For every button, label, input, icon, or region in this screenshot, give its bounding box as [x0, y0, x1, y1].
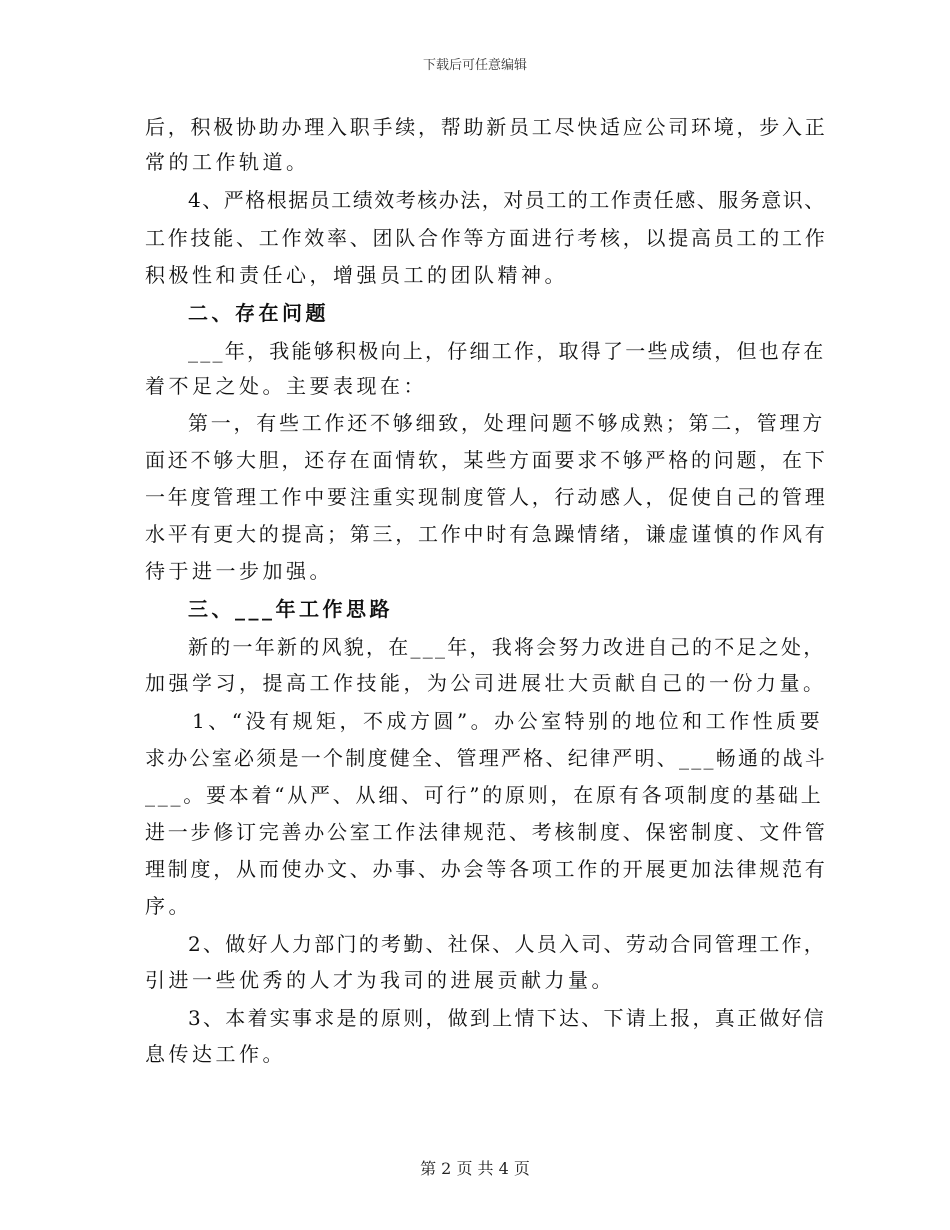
section-heading: 三、___年工作思路 — [188, 597, 393, 621]
body-line: 新的一年新的风貌，在___年，我将会努力改进自己的不足之处， — [188, 635, 826, 659]
body-line: 一年度管理工作中要注重实现制度管人，行动感人，促使自己的管理 — [145, 485, 828, 509]
body-line: 序。 — [145, 894, 192, 918]
body-line: 引进一些优秀的人才为我司的进展贡献力量。 — [145, 968, 615, 992]
body-line: 息传达工作。 — [145, 1042, 286, 1066]
body-line: 水平有更大的提高；第三，工作中时有急躁情绪，谦虚谨慎的作风有 — [145, 522, 828, 546]
body-line: 4、严格根据员工绩效考核办法，对员工的工作责任感、服务意识、 — [188, 188, 826, 212]
body-line: 后，积极协助办理入职手续，帮助新员工尽快适应公司环境，步入正 — [145, 115, 828, 139]
body-line: 工作技能、工作效率、团队合作等方面进行考核，以提高员工的工作 — [145, 226, 828, 250]
body-line: 着不足之处。主要表现在： — [145, 374, 427, 398]
page-number: 第 2 页 共 4 页 — [420, 1159, 530, 1178]
body-line: 3、本着实事求是的原则，做到上情下达、下请上报，真正做好信 — [188, 1006, 826, 1030]
body-line: 求办公室必须是一个制度健全、管理严格、纪律严明、___畅通的战斗 — [145, 746, 827, 770]
body-line: 理制度，从而使办文、办事、办会等各项工作的开展更加法律规范有 — [145, 857, 828, 881]
body-line: ___年，我能够积极向上，仔细工作，取得了一些成绩，但也存在 — [188, 339, 826, 363]
body-line: 1、“没有规矩，不成方圆”。办公室特别的地位和工作性质要 — [192, 709, 824, 733]
body-line: 待于进一步加强。 — [145, 559, 333, 583]
body-line: 积极性和责任心，增强员工的团队精神。 — [145, 263, 568, 287]
body-line: 加强学习，提高工作技能，为公司进展壮大贡献自己的一份力量。 — [145, 671, 827, 695]
body-line: 面还不够大胆，还存在面情软，某些方面要求不够严格的问题，在下 — [145, 448, 828, 472]
section-heading: 二、存在问题 — [188, 301, 329, 325]
body-line: 2、做好人力部门的考勤、社保、人员入司、劳动合同管理工作， — [188, 932, 826, 956]
body-line: 进一步修订完善办公室工作法律规范、考核制度、保密制度、文件管 — [145, 820, 828, 844]
body-line: 常的工作轨道。 — [145, 150, 310, 174]
body-line: ___。要本着“从严、从细、可行”的原则，在原有各项制度的基础上 — [145, 783, 824, 807]
body-line: 第一，有些工作还不够细致，处理问题不够成熟；第二，管理方 — [188, 411, 825, 435]
page-header-note: 下载后可任意编辑 — [422, 58, 527, 73]
